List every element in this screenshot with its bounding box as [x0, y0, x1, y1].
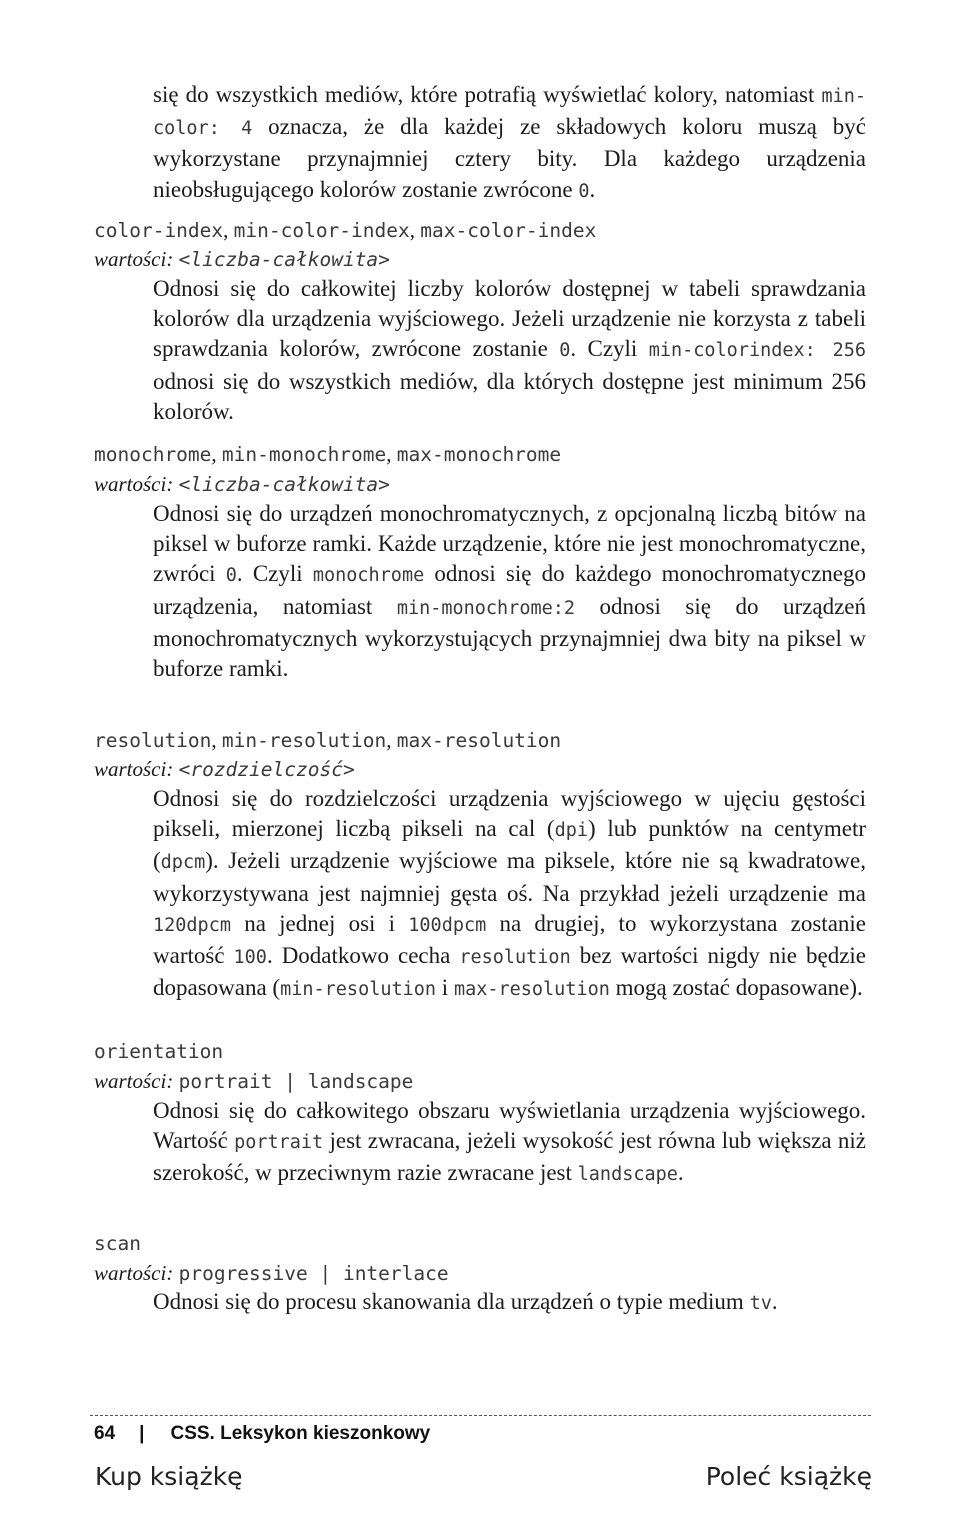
feature-name: max-color-index — [420, 219, 597, 242]
values-spec: <liczba-całkowita> — [178, 248, 390, 271]
values-label: wartości: — [94, 472, 174, 496]
values-line — [94, 1067, 413, 1096]
text-run: Odnosi się do urządzeń monochromatycznych, z opcjonalną liczbą bitów na piksel w buforze ramki. Każde urządzenie, które nie jest monochromatyczne, zwróci — [153, 501, 866, 587]
text-run: jest zwracana, jeżeli wysokość jest równa lub większa niż szerokość, w przeciwnym razie zwracane jest — [153, 1128, 866, 1186]
text-run: . — [677, 1160, 684, 1186]
text-run: na drugiej, to wykorzystana zostanie wartość — [153, 910, 867, 969]
description-paragraph — [153, 784, 866, 1005]
term-separator: , — [211, 442, 222, 466]
text-run: i — [436, 975, 454, 1001]
text-run: mogą zostać dopasowane). — [609, 975, 863, 1001]
feature-name: max-monochrome — [396, 443, 562, 466]
feature-name: scan — [94, 1232, 141, 1255]
values-line — [94, 470, 390, 499]
recommend-book-link[interactable]: Poleć książkę — [705, 1462, 872, 1491]
book-title: CSS. Leksykon kieszonkowy — [170, 1423, 431, 1444]
values-spec: progressive | interlace — [178, 1262, 449, 1285]
code-run: 100 — [233, 947, 267, 969]
code-run: 120dpcm — [153, 914, 231, 936]
code-run: 100dpcm — [408, 914, 487, 936]
description-paragraph — [153, 274, 866, 427]
text-run: odnosi się do każdego monochromatycznego urządzenia, natomiast — [153, 561, 867, 619]
text-run: na jednej osi i — [230, 910, 409, 936]
code-run: monochrome — [312, 565, 425, 587]
term-separator: , — [386, 442, 397, 466]
text-run: . Czyli — [570, 336, 649, 362]
term-line — [94, 1038, 223, 1067]
text-run: . Dodatkowo cecha — [266, 943, 460, 969]
code-run: 0 — [225, 565, 237, 587]
text-run: się do wszystkich mediów, które potrafią wyświetlać kolory, natomiast — [153, 82, 822, 107]
values-label: wartości: — [94, 247, 174, 271]
code-run: portrait — [234, 1132, 324, 1154]
code-run: dpcm — [160, 852, 206, 874]
text-run: . — [589, 176, 596, 202]
feature-name: monochrome — [94, 443, 212, 466]
feature-name: min-color-index — [233, 219, 410, 242]
values-spec: <rozdzielczość> — [178, 758, 355, 781]
values-label: wartości: — [94, 757, 174, 781]
text-run: . — [771, 1289, 778, 1314]
code-run: max-resolution — [453, 979, 610, 1001]
feature-name: min-resolution — [221, 729, 387, 752]
term-line — [94, 216, 596, 246]
term-separator: , — [409, 218, 421, 242]
code-run: min-resolution — [280, 979, 437, 1001]
feature-name: max-resolution — [396, 729, 562, 752]
feature-name: orientation — [94, 1040, 224, 1063]
feature-name: min-monochrome — [221, 443, 387, 466]
code-run: min-color: 4 — [153, 86, 866, 140]
term-line — [94, 1230, 141, 1259]
values-spec: portrait | landscape — [178, 1070, 414, 1093]
code-run: dpi — [554, 820, 589, 842]
code-run: resolution — [459, 947, 571, 969]
values-label: wartości: — [94, 1069, 174, 1093]
text-run: odnosi się do wszystkich mediów, dla których dostępne jest minimum 256 kolorów. — [153, 368, 866, 424]
values-label: wartości: — [94, 1261, 174, 1285]
term-separator: , — [223, 218, 234, 242]
code-run: min-colorindex: 256 — [648, 340, 866, 362]
description-paragraph — [153, 1096, 866, 1191]
feature-name: color-index — [94, 219, 224, 242]
text-run: Odnosi się do całkowitej liczby kolorów dostępnej w tabeli sprawdzania kolorów dla urządzenia wyjściowego. Jeżeli urządzenie nie korzysta z tabeli sprawdzania kolorów, zwrócone zostanie — [153, 276, 866, 362]
term-separator: , — [386, 728, 397, 752]
code-run: min-monochrome:2 — [396, 597, 576, 619]
text-run: bez wartości nigdy nie będzie dopasowana ( — [153, 943, 867, 1001]
footer-separator: | — [139, 1423, 145, 1444]
code-run: tv — [749, 1293, 772, 1314]
text-run: oznacza, że dla każdej ze składowych koloru muszą być wykorzystane przynajmniej cztery bity. Dla każdego urządzenia nieobsługującego kolorów zostanie zwrócone — [153, 114, 867, 202]
footer-rule — [90, 1415, 871, 1416]
code-run: 0 — [578, 180, 590, 202]
code-run: 0 — [559, 340, 571, 362]
buy-book-link[interactable]: Kup książkę — [95, 1462, 243, 1491]
values-line — [94, 1259, 449, 1288]
text-run: odnosi się do urządzeń monochromatycznych wykorzystujących przynajmniej dwa bity na piksel w buforze ramki. — [153, 593, 866, 682]
description-paragraph — [153, 1287, 866, 1319]
values-line — [94, 245, 390, 274]
description-paragraph — [153, 499, 866, 684]
text-run: Odnosi się do całkowitego obszaru wyświetlania urządzenia wyjściowego. Wartość — [153, 1098, 866, 1154]
text-run: ). Jeżeli urządzenie wyjściowe ma piksele, które nie są kwadratowe, wykorzystywana jest najmniej gęsta oś. Na przykład jeżeli urządzenie ma — [153, 848, 866, 906]
page-footer — [94, 1423, 430, 1445]
term-line — [94, 726, 561, 756]
text-run: ) lub punktów na centymetr ( — [153, 816, 866, 874]
term-separator: , — [211, 728, 222, 752]
code-run: landscape — [577, 1164, 678, 1186]
intro-paragraph — [153, 80, 866, 207]
text-run: . Czyli — [236, 561, 313, 587]
text-run: Odnosi się do rozdzielczości urządzenia wyjściowego w ujęciu gęstości pikseli, mierzonej liczbą pikseli na cal ( — [153, 786, 866, 842]
values-spec: <liczba-całkowita> — [178, 473, 390, 496]
text-run: Odnosi się do procesu skanowania dla urządzeń o typie medium — [153, 1289, 750, 1314]
values-line — [94, 755, 355, 784]
page-number: 64 — [94, 1423, 116, 1444]
term-line — [94, 440, 561, 470]
feature-name: resolution — [94, 729, 212, 752]
